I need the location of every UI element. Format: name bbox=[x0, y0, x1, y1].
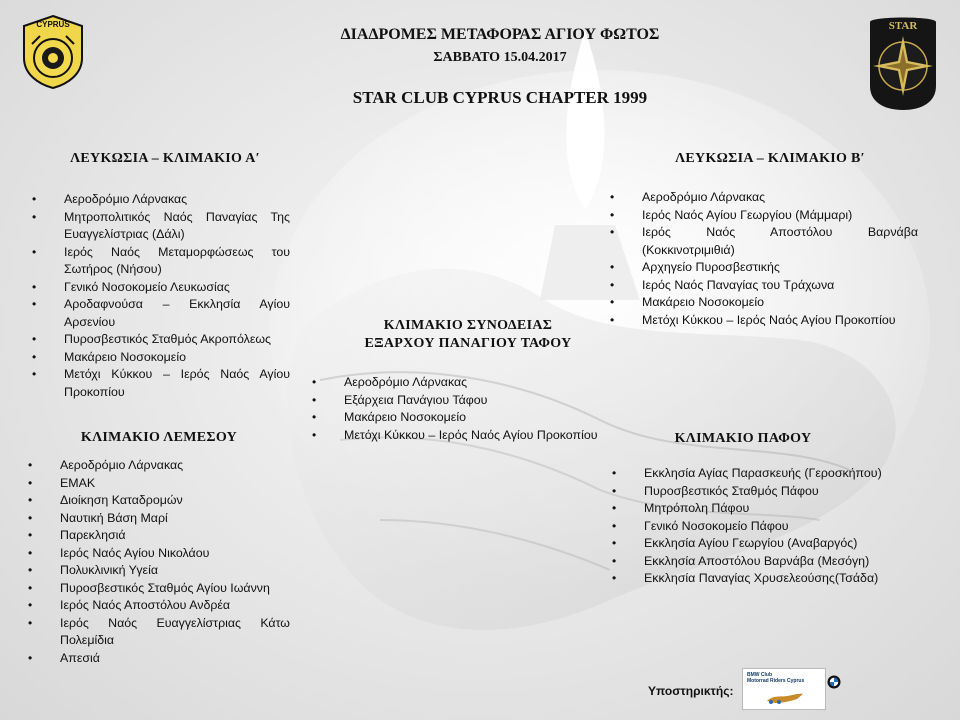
list-item: • Απεσιά bbox=[28, 650, 290, 668]
left-logo-text: CYPRUS bbox=[36, 20, 70, 29]
list-item: • Εξάρχεια Πανάγιου Τάφου bbox=[312, 392, 604, 410]
list-item: • Ιερός Ναός Αγίου Νικολάου bbox=[28, 545, 290, 563]
list-item: • Ιερός Ναός Αγίου Γεωργίου (Μάμμαρι) bbox=[610, 207, 918, 225]
list-item: • Μετόχι Κύκκου – Ιερός Ναός Αγίου Προκοπίου bbox=[32, 366, 290, 401]
list-item: • Μακάρειο Νοσοκομείο bbox=[32, 349, 290, 367]
section-title-synodeias-line1: ΚΛΙΜΑΚΙΟ ΣΥΝΟΔΕΙΑΣ bbox=[383, 318, 553, 333]
route-list-pafos bbox=[612, 465, 912, 588]
list-item: • Ιερός Ναός Μεταμορφώσεως του Σωτήρος (Νήσου) bbox=[32, 244, 290, 279]
list-item: • Μακάρειο Νοσοκομείο bbox=[610, 294, 918, 312]
list-item: • Πολυκλινική Υγεία bbox=[28, 562, 290, 580]
list-item: • Αροδαφνούσα – Εκκλησία Αγίου Αρσενίου bbox=[32, 296, 290, 331]
event-date: ΣΑΒΒΑΤΟ 15.04.2017 bbox=[433, 50, 567, 65]
route-list-synodeias bbox=[312, 374, 604, 444]
section-title-lemesos: ΚΛΙΜΑΚΙΟ ΛΕΜΕΣΟΥ bbox=[80, 430, 238, 445]
list-item: • Εκκλησία Παναγίας Χρυσελεούσης(Τσάδα) bbox=[612, 570, 912, 588]
list-item: • Πυροσβεστικός Σταθμός Αγίου Ιωάννη bbox=[28, 580, 290, 598]
list-item: • Παρεκλησιά bbox=[28, 527, 290, 545]
list-item: • Εκκλησία Αποστόλου Βαρνάβα (Μεσόγη) bbox=[612, 553, 912, 571]
list-item: • Πυροσβεστικός Σταθμός Πάφου bbox=[612, 483, 912, 501]
list-item: • Διοίκηση Καταδρομών bbox=[28, 492, 290, 510]
bmw-roundel-icon bbox=[827, 675, 841, 689]
club-name: STAR CLUB CYPRUS CHAPTER 1999 bbox=[352, 88, 648, 107]
list-item: • Μετόχι Κύκκου – Ιερός Ναός Αγίου Προκοπίου bbox=[610, 312, 918, 330]
sponsor-label: Υποστηρικτής: bbox=[648, 684, 734, 698]
list-item: • Ιερός Ναός Παναγίας του Τράχωνα bbox=[610, 277, 918, 295]
list-item: • Μητρόπολη Πάφου bbox=[612, 500, 912, 518]
list-item: • Πυροσβεστικός Σταθμός Ακροπόλεως bbox=[32, 331, 290, 349]
page-title: ΔΙΑΔΡΟΜΕΣ ΜΕΤΑΦΟΡΑΣ ΑΓΙΟΥ ΦΩΤΟΣ bbox=[340, 26, 660, 43]
route-list-lemesos bbox=[28, 457, 290, 667]
list-item: • Ιερός Ναός Ευαγγελίστριας Κάτω Πολεμίδια bbox=[28, 615, 290, 650]
cyprus-club-emblem-icon bbox=[20, 14, 86, 90]
route-list-lefkosia-a bbox=[32, 191, 290, 401]
list-item: • Ιερός Ναός Αποστόλου Βαρνάβα (Κοκκινοτριμιθιά) bbox=[610, 224, 918, 259]
cyprus-map-icon bbox=[765, 691, 805, 705]
list-item: • Αρχηγείο Πυροσβεστικής bbox=[610, 259, 918, 277]
list-item: • Αεροδρόμιο Λάρνακας bbox=[32, 191, 290, 209]
sponsor-name-line1: BMW Club bbox=[747, 672, 772, 678]
list-item: • Εκκλησία Αγίας Παρασκευής (Γεροσκήπου) bbox=[612, 465, 912, 483]
list-item: • Αεροδρόμιο Λάρνακας bbox=[610, 189, 918, 207]
section-title-lefkosia-a: ΛΕΥΚΩΣΙΑ – ΚΛΙΜΑΚΙΟ Α′ bbox=[70, 151, 260, 166]
section-title-synodeias-line2: ΕΞΑΡΧΟΥ ΠΑΝΑΓΙΟΥ ΤΑΦΟΥ bbox=[364, 336, 572, 351]
list-item: • Αεροδρόμιο Λάρνακας bbox=[312, 374, 604, 392]
list-item: • Εκκλησία Αγίου Γεωργίου (Αναβαργός) bbox=[612, 535, 912, 553]
list-item: • Μετόχι Κύκκου – Ιερός Ναός Αγίου Προκοπίου bbox=[312, 427, 604, 445]
list-item: • Ιερός Ναός Αποστόλου Ανδρέα bbox=[28, 597, 290, 615]
section-title-pafos: ΚΛΙΜΑΚΙΟ ΠΑΦΟΥ bbox=[674, 431, 812, 446]
list-item: • Μακάρειο Νοσοκομείο bbox=[312, 409, 604, 427]
list-item: • Γενικό Νοσοκομείο Λευκωσίας bbox=[32, 279, 290, 297]
star-compass-emblem-icon bbox=[866, 14, 940, 112]
sponsor-logo bbox=[742, 668, 826, 710]
list-item: • Μητροπολιτικός Ναός Παναγίας Της Ευαγγελίστριας (Δάλι) bbox=[32, 209, 290, 244]
list-item: • Ναυτική Βάση Μαρί bbox=[28, 510, 290, 528]
list-item: • Αεροδρόμιο Λάρνακας bbox=[28, 457, 290, 475]
list-item: • Γενικό Νοσοκομείο Πάφου bbox=[612, 518, 912, 536]
section-title-lefkosia-b: ΛΕΥΚΩΣΙΑ – ΚΛΙΜΑΚΙΟ Β′ bbox=[675, 151, 865, 166]
sponsor-name-line2: Motorrad Riders Cyprus bbox=[747, 678, 805, 684]
list-item: • ΕΜΑΚ bbox=[28, 475, 290, 493]
route-list-lefkosia-b bbox=[610, 189, 918, 329]
right-logo-text: STAR bbox=[888, 20, 918, 32]
